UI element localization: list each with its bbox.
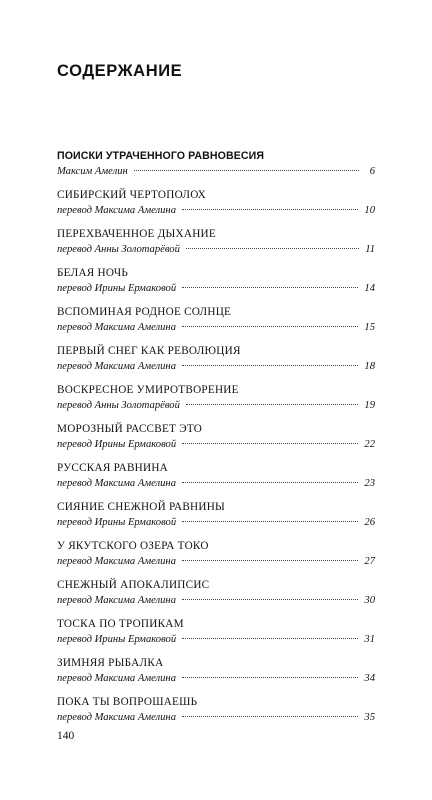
dot-leader [182, 287, 358, 288]
toc-entry-author: перевод Ирины Ермаковой [57, 439, 177, 450]
toc-entry-author: перевод Максима Амелина [57, 322, 176, 333]
toc-entry-title: ВОСКРЕСНОЕ УМИРОТВОРЕНИЕ [57, 384, 239, 396]
dot-leader [182, 443, 358, 444]
toc-entry-author: перевод Максима Амелина [57, 595, 176, 606]
dot-leader [182, 521, 358, 522]
toc-entry-author: перевод Максима Амелина [57, 361, 176, 372]
toc-entry-page: 34 [364, 673, 375, 684]
toc-entry[interactable] [57, 695, 375, 734]
toc-entry[interactable] [57, 266, 375, 305]
toc-entry-author: перевод Максима Амелина [57, 556, 176, 567]
dot-leader [186, 404, 359, 405]
toc-entry-page: 10 [364, 205, 375, 216]
dot-leader [182, 677, 358, 678]
toc-entry-page: 18 [364, 361, 375, 372]
toc-entry-author: Максим Амелин [57, 166, 128, 177]
toc-entry-title: ЗИМНЯЯ РЫБАЛКА [57, 657, 164, 669]
toc-entry-title: БЕЛАЯ НОЧЬ [57, 267, 129, 279]
toc-entry[interactable] [57, 305, 375, 344]
toc-entry[interactable] [57, 422, 375, 461]
page-title: СОДЕРЖАНИЕ [57, 62, 183, 80]
toc-entry-author: перевод Максима Амелина [57, 478, 176, 489]
toc-entry[interactable] [57, 578, 375, 617]
toc-entry-page: 14 [364, 283, 375, 294]
toc-entry-title: ПОКА ТЫ ВОПРОШАЕШЬ [57, 696, 198, 708]
toc-entry-page: 6 [369, 166, 375, 177]
toc-entry[interactable] [57, 617, 375, 656]
toc-entry[interactable] [57, 227, 375, 266]
toc-entry-title: ВСПОМИНАЯ РОДНОЕ СОЛНЦЕ [57, 306, 232, 318]
toc-entry-title: СИБИРСКИЙ ЧЕРТОПОЛОХ [57, 189, 206, 201]
dot-leader [182, 209, 358, 210]
toc-entry-author: перевод Максима Амелина [57, 712, 176, 723]
toc-entry-author: перевод Анны Золотарёвой [57, 244, 180, 255]
table-of-contents [57, 149, 375, 734]
toc-entry-page: 22 [364, 439, 375, 450]
toc-entry-page: 19 [364, 400, 375, 411]
toc-entry-title: СНЕЖНЫЙ АПОКАЛИПСИС [57, 579, 210, 591]
toc-entry-title: ПЕРЕХВАЧЕННОЕ ДЫХАНИЕ [57, 228, 216, 240]
toc-entry-title: ПОИСКИ УТРАЧЕННОГО РАВНОВЕСИЯ [57, 150, 265, 162]
toc-entry-author: перевод Анны Золотарёвой [57, 400, 180, 411]
toc-entry-title: У ЯКУТСКОГО ОЗЕРА ТОКО [57, 540, 209, 552]
dot-leader [182, 365, 358, 366]
toc-entry-page: 11 [365, 244, 375, 255]
toc-entry[interactable] [57, 149, 375, 188]
dot-leader [182, 560, 358, 561]
toc-entry[interactable] [57, 383, 375, 422]
toc-entry-title: ТОСКА ПО ТРОПИКАМ [57, 618, 184, 630]
toc-entry-title: СИЯНИЕ СНЕЖНОЙ РАВНИНЫ [57, 501, 226, 513]
page-number: 140 [57, 730, 75, 742]
toc-entry-page: 23 [364, 478, 375, 489]
toc-entry-author: перевод Ирины Ермаковой [57, 283, 177, 294]
dot-leader [134, 170, 359, 171]
toc-entry-page: 27 [364, 556, 375, 567]
toc-entry[interactable] [57, 539, 375, 578]
dot-leader [182, 716, 358, 717]
toc-entry-author: перевод Ирины Ермаковой [57, 517, 177, 528]
toc-entry-author: перевод Максима Амелина [57, 673, 176, 684]
toc-entry-title: ПЕРВЫЙ СНЕГ КАК РЕВОЛЮЦИЯ [57, 345, 241, 357]
toc-entry-page: 35 [364, 712, 375, 723]
dot-leader [182, 638, 358, 639]
toc-entry[interactable] [57, 500, 375, 539]
toc-entry-title: РУССКАЯ РАВНИНА [57, 462, 168, 474]
dot-leader [182, 599, 358, 600]
toc-entry-page: 15 [364, 322, 375, 333]
toc-entry-author: перевод Ирины Ермаковой [57, 634, 177, 645]
dot-leader [186, 248, 359, 249]
toc-entry[interactable] [57, 344, 375, 383]
toc-entry[interactable] [57, 461, 375, 500]
toc-entry-author: перевод Максима Амелина [57, 205, 176, 216]
dot-leader [182, 326, 358, 327]
dot-leader [182, 482, 358, 483]
toc-entry[interactable] [57, 188, 375, 227]
toc-entry[interactable] [57, 656, 375, 695]
toc-entry-page: 31 [364, 634, 375, 645]
toc-entry-page: 30 [364, 595, 375, 606]
toc-entry-page: 26 [364, 517, 375, 528]
toc-entry-title: МОРОЗНЫЙ РАССВЕТ ЭТО [57, 423, 203, 435]
